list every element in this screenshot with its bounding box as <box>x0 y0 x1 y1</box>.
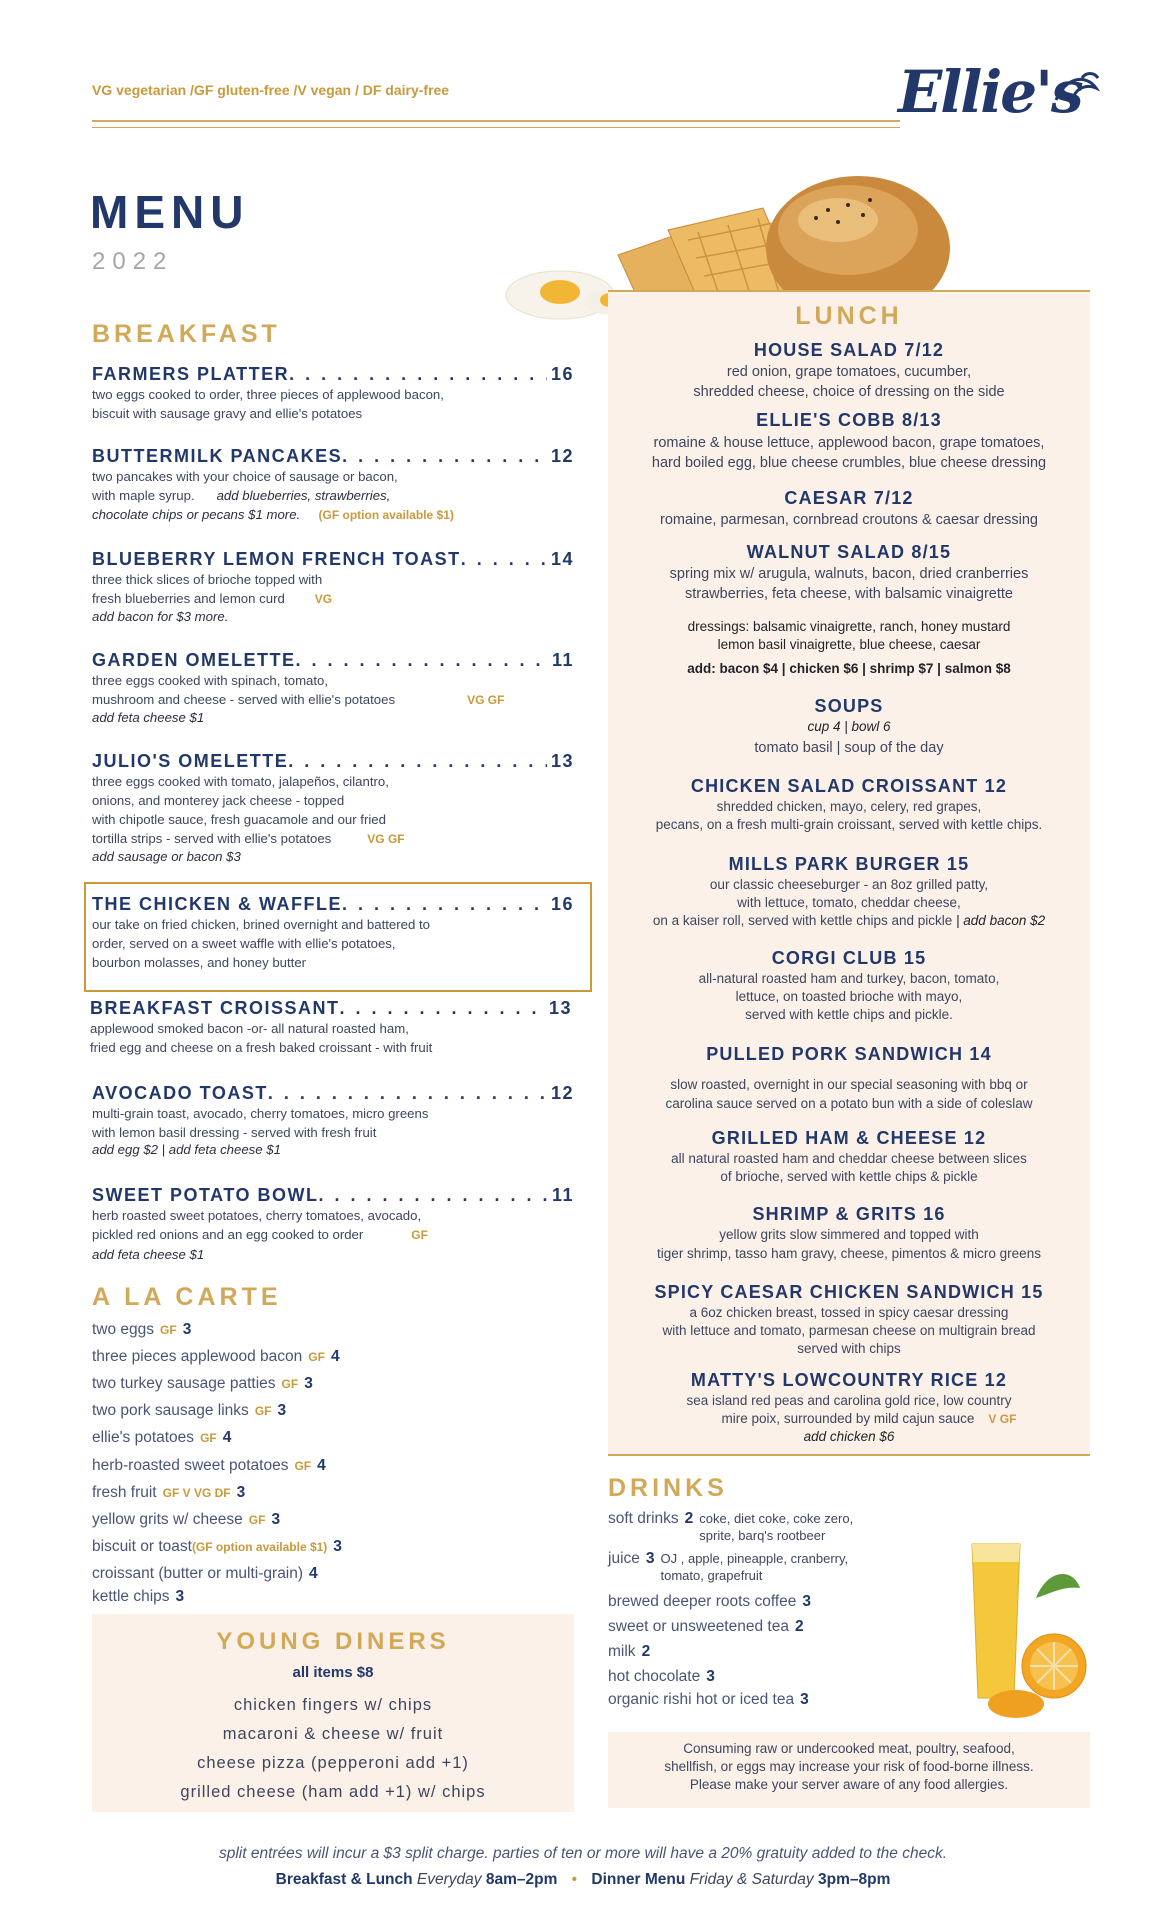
dressings-list: dressings: balsamic vinaigrette, ranch, honey mustard <box>687 619 1011 634</box>
lunch-item-desc: spring mix w/ arugula, walnuts, bacon, dried cranberries <box>669 566 1029 582</box>
dietary-legend: VG vegetarian /GF gluten-free /V vegan / DF dairy-free <box>92 82 450 98</box>
lunch-item-desc: all-natural roasted ham and turkey, bacon, tomato, <box>698 971 1000 986</box>
drink-item: organic rishi hot or iced tea 3 <box>608 1691 809 1708</box>
lunch-item-desc: yellow grits slow simmered and topped with <box>719 1227 979 1242</box>
item-addon: chocolate chips or pecans $1 more. <box>92 507 301 522</box>
item-description: multi-grain toast, avocado, cherry tomatoes, micro greens <box>92 1106 429 1121</box>
item-description: two eggs cooked to order, three pieces of applewood bacon, <box>92 387 444 402</box>
lunch-item-title: SOUPS <box>814 696 884 716</box>
lunch-item-title: ELLIE'S COBB 8/13 <box>756 410 942 430</box>
item-description: fresh blueberries and lemon curd <box>92 591 285 606</box>
item-diet-tags: VG GF <box>467 693 505 707</box>
lunch-panel <box>608 290 1090 1456</box>
lunch-item-desc: our classic cheeseburger - an 8oz grilled patty, <box>709 877 989 892</box>
item-diet-tags: GF <box>411 1228 428 1242</box>
drink-item: juice 3 OJ , apple, pineapple, cranberry, tomato, grapefruit <box>608 1550 849 1583</box>
breakfast-heading: BREAKFAST <box>92 320 281 348</box>
item-addon: add feta cheese $1 <box>92 710 205 725</box>
item-description: bourbon molasses, and honey butter <box>92 955 307 970</box>
item-name: BUTTERMILK PANCAKES <box>92 446 343 466</box>
item-diet-tags: VG GF <box>367 832 405 846</box>
drinks-heading: DRINKS <box>608 1474 728 1502</box>
carte-item: three pieces applewood bacon GF 4 <box>92 1348 340 1365</box>
item-price: 12 <box>550 1083 574 1103</box>
item-addon: add egg $2 | add feta cheese $1 <box>92 1142 281 1157</box>
lunch-item-desc: romaine & house lettuce, applewood bacon, grape tomatoes, <box>653 435 1045 451</box>
item-price: 13 <box>550 751 574 771</box>
header-rule <box>92 120 900 128</box>
item-name: SWEET POTATO BOWL <box>92 1185 319 1205</box>
lunch-item-desc: carolina sauce served on a potato bun with a side of coleslaw <box>665 1096 1033 1111</box>
split-charge-note: split entrées will incur a $3 split charge. parties of ten or more will have a 20% gratuity added to the check. <box>218 1845 947 1862</box>
carte-item: two turkey sausage patties GF 3 <box>92 1375 313 1392</box>
drink-item: soft drinks 2 coke, diet coke, coke zero, sprite, barq's rootbeer <box>608 1510 854 1543</box>
item-description: two pancakes with your choice of sausage or bacon, <box>92 469 398 484</box>
lunch-item-desc: red onion, grape tomatoes, cucumber, <box>726 364 972 380</box>
lunch-item-desc: hard boiled egg, blue cheese crumbles, blue cheese dressing <box>651 455 1047 471</box>
lunch-item-desc: served with chips <box>797 1341 901 1356</box>
lunch-item-title: MILLS PARK BURGER 15 <box>728 854 970 874</box>
item-addon: add bacon for $3 more. <box>92 609 229 624</box>
soup-sizes: cup 4 | bowl 6 <box>807 719 891 734</box>
item-description: order, served on a sweet waffle with ellie's potatoes, <box>92 936 396 951</box>
lunch-item-title: HOUSE SALAD 7/12 <box>753 340 945 360</box>
menu-item-buttermilk-pancakes <box>92 446 574 525</box>
menu-item-avocado-toast <box>92 1083 574 1157</box>
lunch-item-desc: on a kaiser roll, served with kettle chips and pickle <box>652 913 953 928</box>
drink-item: hot chocolate 3 <box>608 1668 715 1685</box>
lunch-item-desc: mire poix, surrounded by mild cajun sauce <box>721 1411 975 1426</box>
carte-item: croissant (butter or multi-grain) 4 <box>92 1565 318 1582</box>
item-addon: add blueberries, strawberries, <box>216 488 391 503</box>
young-diners-price: all items $8 <box>292 1664 374 1681</box>
carte-item: kettle chips 3 <box>92 1588 185 1605</box>
lunch-item-desc: strawberries, feta cheese, with balsamic vinaigrette <box>684 586 1013 602</box>
young-diners-item: grilled cheese (ham add +1) w/ chips <box>180 1783 486 1801</box>
young-diners-heading: YOUNG DINERS <box>216 1628 450 1655</box>
item-description: three thick slices of brioche topped with <box>92 572 323 587</box>
lunch-item-title: CORGI CLUB 15 <box>771 948 927 968</box>
item-description: tortilla strips - served with ellie's potatoes <box>92 831 332 846</box>
lunch-item-title: MATTY'S LOWCOUNTRY RICE 12 <box>690 1370 1008 1390</box>
item-description: applewood smoked bacon -or- all natural roasted ham, <box>90 1021 409 1036</box>
carte-item: ellie's potatoes GF 4 <box>92 1429 232 1446</box>
young-diners-item: cheese pizza (pepperoni add +1) <box>197 1754 469 1772</box>
item-description: herb roasted sweet potatoes, cherry tomatoes, avocado, <box>92 1208 422 1223</box>
menu-item-garden-omelette <box>92 650 574 725</box>
item-price: 16 <box>550 364 574 384</box>
item-price: 14 <box>550 549 574 569</box>
item-price: 16 <box>550 894 574 914</box>
item-addon: add feta cheese $1 <box>92 1247 205 1262</box>
lunch-item-title: PULLED PORK SANDWICH 14 <box>706 1044 992 1064</box>
menu-item-julios-omelette <box>92 751 574 864</box>
lunch-item-desc: tiger shrimp, tasso ham gravy, cheese, pimentos & micro greens <box>657 1246 1041 1261</box>
lunch-item-addon: add chicken $6 <box>803 1429 895 1444</box>
drink-item: sweet or unsweetened tea 2 <box>608 1618 804 1635</box>
carte-item: herb-roasted sweet potatoes GF 4 <box>92 1457 326 1474</box>
lunch-item-desc: sea island red peas and carolina gold rice, low country <box>686 1393 1012 1408</box>
item-price: 12 <box>550 446 574 466</box>
carte-item: yellow grits w/ cheese GF 3 <box>92 1511 281 1528</box>
item-name: JULIO'S OMELETTE <box>92 751 289 771</box>
young-diners-panel <box>92 1614 574 1812</box>
lunch-item-desc: all natural roasted ham and cheddar cheese between slices <box>671 1151 1027 1166</box>
ellies-logo: Ellie's <box>898 58 1082 126</box>
lunch-item-title: CHICKEN SALAD CROISSANT 12 <box>690 776 1008 796</box>
item-price: 11 <box>551 1185 574 1205</box>
menu-item-sweet-potato-bowl <box>92 1185 574 1262</box>
lunch-item-title: GRILLED HAM & CHEESE 12 <box>711 1128 987 1148</box>
lunch-item-title: SPICY CAESAR CHICKEN SANDWICH 15 <box>654 1282 1044 1302</box>
dressings-list: lemon basil vinaigrette, blue cheese, caesar <box>717 637 981 652</box>
item-addon: add sausage or bacon $3 <box>92 849 241 864</box>
carte-item: fresh fruit GF V VG DF 3 <box>92 1484 246 1501</box>
item-description: with maple syrup. <box>92 488 195 503</box>
lunch-item-desc: shredded chicken, mayo, celery, red grapes, <box>716 799 982 814</box>
item-description: three eggs cooked with spinach, tomato, <box>92 673 329 688</box>
item-name: FARMERS PLATTER <box>92 364 290 384</box>
menu-year: 2022 <box>92 248 174 275</box>
drink-item: milk 2 <box>608 1643 651 1660</box>
item-name: BREAKFAST CROISSANT <box>90 998 340 1018</box>
item-price: 13 <box>548 998 572 1018</box>
lunch-item-desc: with lettuce and tomato, parmesan cheese on multigrain bread <box>662 1323 1036 1338</box>
lunch-heading: LUNCH <box>795 302 903 330</box>
item-name: AVOCADO TOAST <box>92 1083 268 1103</box>
page-title: MENU <box>90 186 250 238</box>
item-description: fried egg and cheese on a fresh baked croissant - with fruit <box>90 1040 433 1055</box>
item-description: biscuit with sausage gravy and ellie's potatoes <box>92 406 363 421</box>
menu-item-farmers-platter <box>92 364 574 423</box>
a-la-carte-heading: A LA CARTE <box>92 1283 282 1311</box>
lunch-item-desc: served with kettle chips and pickle. <box>745 1007 953 1022</box>
lunch-item-desc: with lettuce, tomato, cheddar cheese, <box>737 895 961 910</box>
logo-flourish-icon <box>1052 70 1102 110</box>
lunch-item-desc: slow roasted, overnight in our special seasoning with bbq or <box>670 1077 1028 1092</box>
drink-item: brewed deeper roots coffee 3 <box>608 1593 812 1610</box>
young-diners-item: chicken fingers w/ chips <box>233 1696 433 1714</box>
young-diners-item: macaroni & cheese w/ fruit <box>222 1725 444 1743</box>
item-diet-tags: VG <box>314 592 333 606</box>
lunch-item-desc: romaine, parmesan, cornbread croutons & caesar dressing <box>660 512 1038 528</box>
item-name: GARDEN OMELETTE <box>92 650 296 670</box>
lunch-item-title: WALNUT SALAD 8/15 <box>746 542 952 562</box>
lunch-item-desc: of brioche, served with kettle chips & pickle <box>720 1169 978 1184</box>
item-name: THE CHICKEN & WAFFLE <box>92 894 342 914</box>
item-description: onions, and monterey jack cheese - topped <box>92 793 345 808</box>
item-diet-tags: V GF <box>988 1412 1017 1426</box>
menu-item-french-toast <box>92 549 574 624</box>
lunch-item-desc: pecans, on a fresh multi-grain croissant, served with kettle chips. <box>655 817 1043 832</box>
item-price: 11 <box>551 650 574 670</box>
item-description: pickled red onions and an egg cooked to order <box>92 1227 364 1242</box>
orange-juice-illustration <box>958 1538 1088 1724</box>
item-name: BLUEBERRY LEMON FRENCH TOAST <box>92 549 461 569</box>
carte-item: two pork sausage links GF 3 <box>92 1402 287 1419</box>
lunch-item-desc: lettuce, on toasted brioche with mayo, <box>735 989 963 1004</box>
item-description: our take on fried chicken, brined overnight and battered to <box>92 917 430 932</box>
item-description: with chipotle sauce, fresh guacamole and our fried <box>92 812 386 827</box>
item-description: with lemon basil dressing - served with fresh fruit <box>92 1125 377 1140</box>
menu-item-breakfast-croissant <box>90 998 572 1057</box>
lunch-item-title: SHRIMP & GRITS 16 <box>752 1204 946 1224</box>
menu-item-chicken-waffle <box>92 894 574 972</box>
lunch-item-addon: | add bacon $2 <box>956 913 1046 928</box>
item-description: three eggs cooked with tomato, jalapeños, cilantro, <box>92 774 389 789</box>
salad-addons: add: bacon $4 | chicken $6 | shrimp $7 | salmon $8 <box>687 661 1011 676</box>
lunch-item-desc: a 6oz chicken breast, tossed in spicy caesar dressing <box>689 1305 1009 1320</box>
lunch-item-title: CAESAR 7/12 <box>784 488 914 508</box>
item-diet-tags: (GF option available $1) <box>318 508 454 522</box>
item-description: mushroom and cheese - served with ellie's potatoes <box>92 692 396 707</box>
lunch-item-desc: tomato basil | soup of the day <box>754 740 944 756</box>
carte-item: two eggs GF 3 <box>92 1321 192 1338</box>
hours-line: Breakfast & Lunch Everyday 8am–2pm • Dinner Menu Friday & Saturday 3pm–8pm <box>275 1871 891 1888</box>
food-safety-notice: Consuming raw or undercooked meat, poultry, seafood, shellfish, or eggs may increase your risk of food-borne illness. Please make your server aware of any food allergies. <box>608 1732 1090 1808</box>
carte-item: biscuit or toast(GF option available $1) 3 <box>92 1538 342 1555</box>
lunch-item-desc: shredded cheese, choice of dressing on the side <box>693 384 1005 400</box>
